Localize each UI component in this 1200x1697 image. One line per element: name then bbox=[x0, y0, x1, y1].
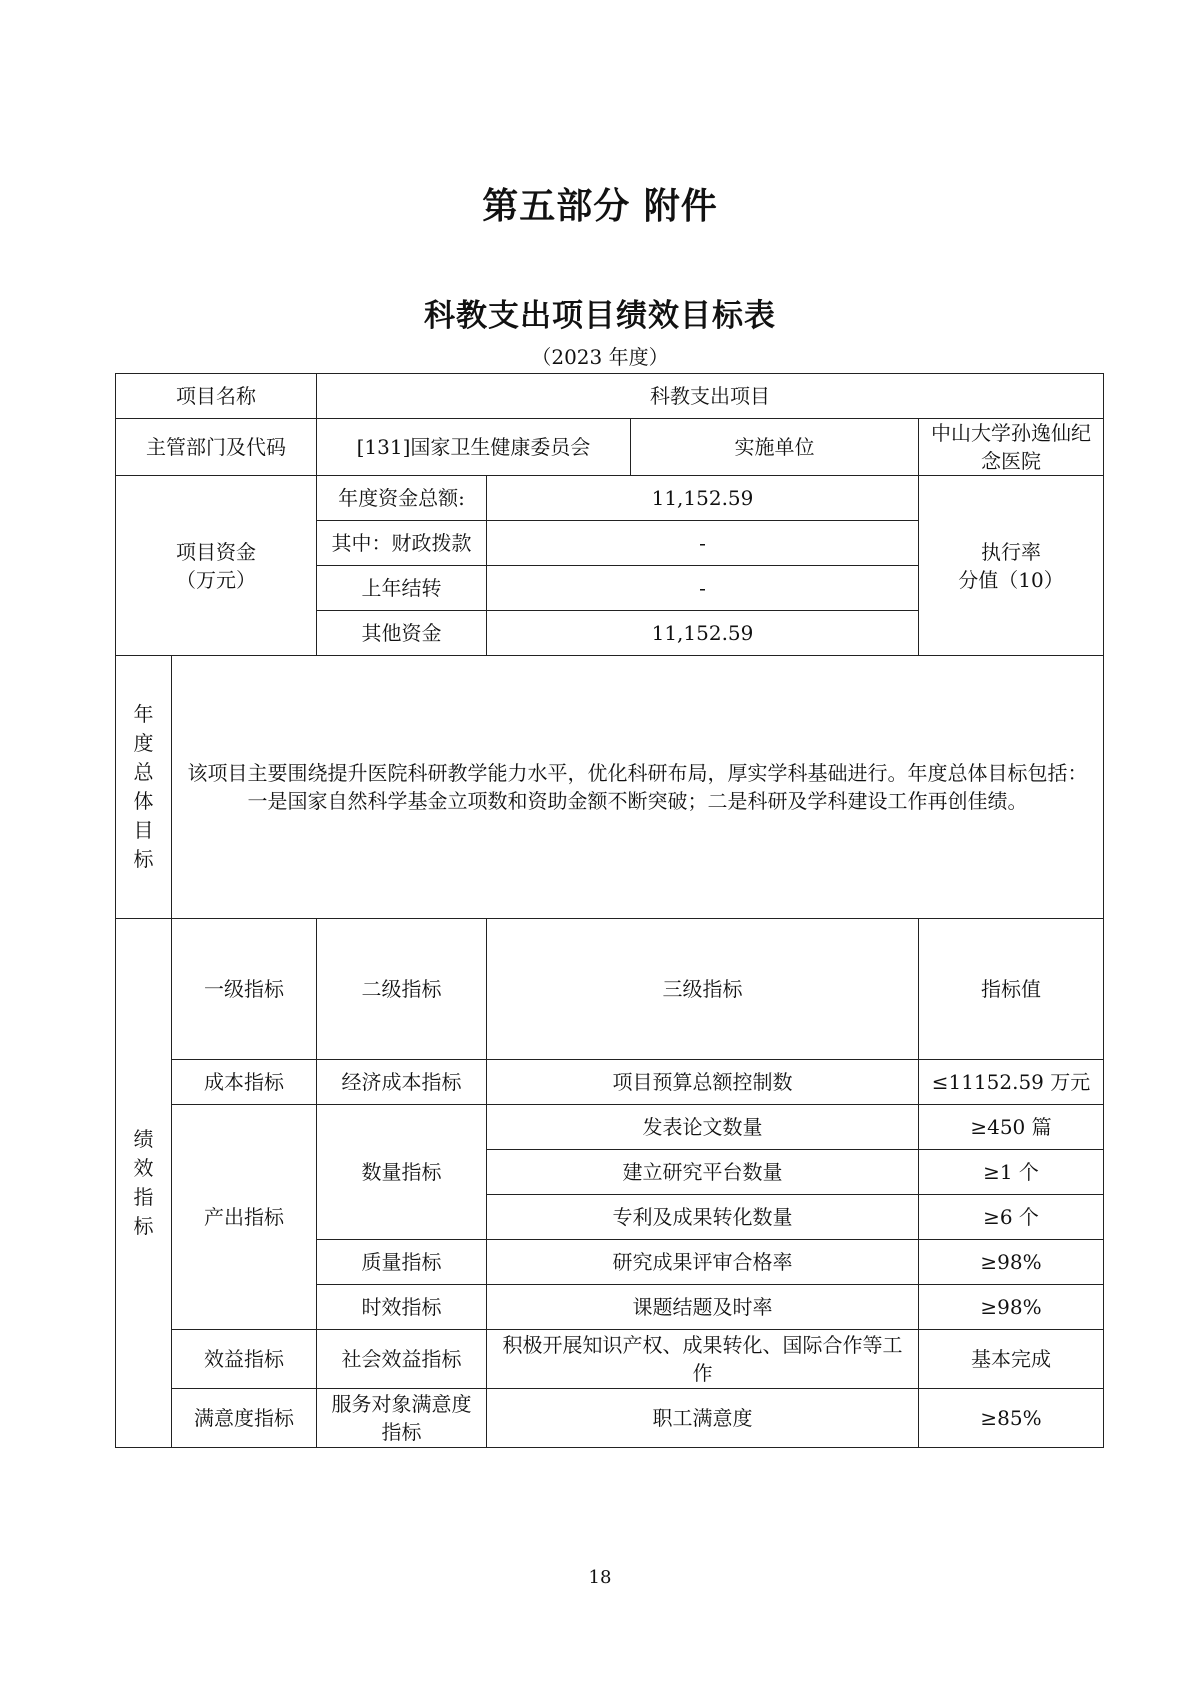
goal-label: 年度总体目标 bbox=[116, 656, 172, 919]
table-row bbox=[116, 1105, 1104, 1150]
table-row bbox=[116, 419, 1104, 476]
table-row bbox=[116, 1389, 1104, 1448]
part-title: 第五部分 附件 bbox=[482, 186, 718, 227]
funds-carryover-label: 上年结转 bbox=[317, 566, 487, 611]
satisfaction-level3: 职工满意度 bbox=[487, 1389, 919, 1448]
table-row bbox=[116, 1330, 1104, 1389]
unit-value: 中山大学孙逸仙纪念医院 bbox=[919, 419, 1104, 476]
cost-level3: 项目预算总额控制数 bbox=[487, 1060, 919, 1105]
header-value: 指标值 bbox=[919, 919, 1104, 1060]
year-label: （2023 年度） bbox=[531, 345, 669, 369]
quality-value: ≥98% bbox=[919, 1240, 1104, 1285]
quality-level3: 研究成果评审合格率 bbox=[487, 1240, 919, 1285]
benefit-level1: 效益指标 bbox=[172, 1330, 317, 1389]
indicators-section-label: 绩效指标 bbox=[116, 919, 172, 1448]
unit-label: 实施单位 bbox=[631, 419, 919, 476]
cost-value: ≤11152.59 万元 bbox=[919, 1060, 1104, 1105]
satisfaction-level2: 服务对象满意度指标 bbox=[317, 1389, 487, 1448]
header-level2: 二级指标 bbox=[317, 919, 487, 1060]
cost-level1: 成本指标 bbox=[172, 1060, 317, 1105]
quality-level2: 质量指标 bbox=[317, 1240, 487, 1285]
header-level3: 三级指标 bbox=[487, 919, 919, 1060]
project-name-label: 项目名称 bbox=[116, 374, 317, 419]
satisfaction-value: ≥85% bbox=[919, 1389, 1104, 1448]
funds-label bbox=[116, 476, 317, 656]
quantity-value: ≥450 篇 bbox=[919, 1105, 1104, 1150]
funds-carryover-value: - bbox=[487, 566, 919, 611]
timeliness-level3: 课题结题及时率 bbox=[487, 1285, 919, 1330]
funds-label-line1: 项目资金 bbox=[176, 539, 256, 564]
funds-fiscal-label: 其中：财政拨款 bbox=[317, 521, 487, 566]
exec-rate-score: 分值（10） bbox=[958, 567, 1064, 592]
output-level1: 产出指标 bbox=[172, 1105, 317, 1330]
dept-label: 主管部门及代码 bbox=[116, 419, 317, 476]
project-name-value: 科教支出项目 bbox=[317, 374, 1104, 419]
page-number: 18 bbox=[588, 1567, 612, 1588]
quantity-level3: 专利及成果转化数量 bbox=[487, 1195, 919, 1240]
quantity-level3: 建立研究平台数量 bbox=[487, 1150, 919, 1195]
table-row bbox=[116, 919, 1104, 1060]
quantity-value: ≥6 个 bbox=[919, 1195, 1104, 1240]
quantity-value: ≥1 个 bbox=[919, 1150, 1104, 1195]
funds-other-value: 11,152.59 bbox=[487, 611, 919, 656]
funds-fiscal-value: - bbox=[487, 521, 919, 566]
header-level1: 一级指标 bbox=[172, 919, 317, 1060]
benefit-value: 基本完成 bbox=[919, 1330, 1104, 1389]
cost-level2: 经济成本指标 bbox=[317, 1060, 487, 1105]
goal-text: 该项目主要围绕提升医院科研教学能力水平，优化科研布局，厚实学科基础进行。年度总体目标包括：一是国家自然科学基金立项数和资助金额不断突破；二是科研及学科建设工作再创佳绩。 bbox=[172, 656, 1104, 919]
benefit-level3: 积极开展知识产权、成果转化、国际合作等工作 bbox=[487, 1330, 919, 1389]
funds-total-label: 年度资金总额: bbox=[317, 476, 487, 521]
quantity-level3: 发表论文数量 bbox=[487, 1105, 919, 1150]
timeliness-value: ≥98% bbox=[919, 1285, 1104, 1330]
table-title: 科教支出项目绩效目标表 bbox=[424, 298, 776, 334]
satisfaction-level1: 满意度指标 bbox=[172, 1389, 317, 1448]
exec-rate-cell bbox=[919, 476, 1104, 656]
table-row bbox=[116, 656, 1104, 919]
timeliness-level2: 时效指标 bbox=[317, 1285, 487, 1330]
dept-value: [131]国家卫生健康委员会 bbox=[317, 419, 631, 476]
funds-other-label: 其他资金 bbox=[317, 611, 487, 656]
performance-target-table bbox=[115, 373, 1104, 1448]
quantity-label: 数量指标 bbox=[317, 1105, 487, 1240]
table-row bbox=[116, 1060, 1104, 1105]
exec-rate-label: 执行率 bbox=[981, 539, 1041, 564]
table-row bbox=[116, 476, 1104, 521]
funds-total-value: 11,152.59 bbox=[487, 476, 919, 521]
table-row bbox=[116, 374, 1104, 419]
funds-label-line2: （万元） bbox=[176, 567, 256, 592]
benefit-level2: 社会效益指标 bbox=[317, 1330, 487, 1389]
